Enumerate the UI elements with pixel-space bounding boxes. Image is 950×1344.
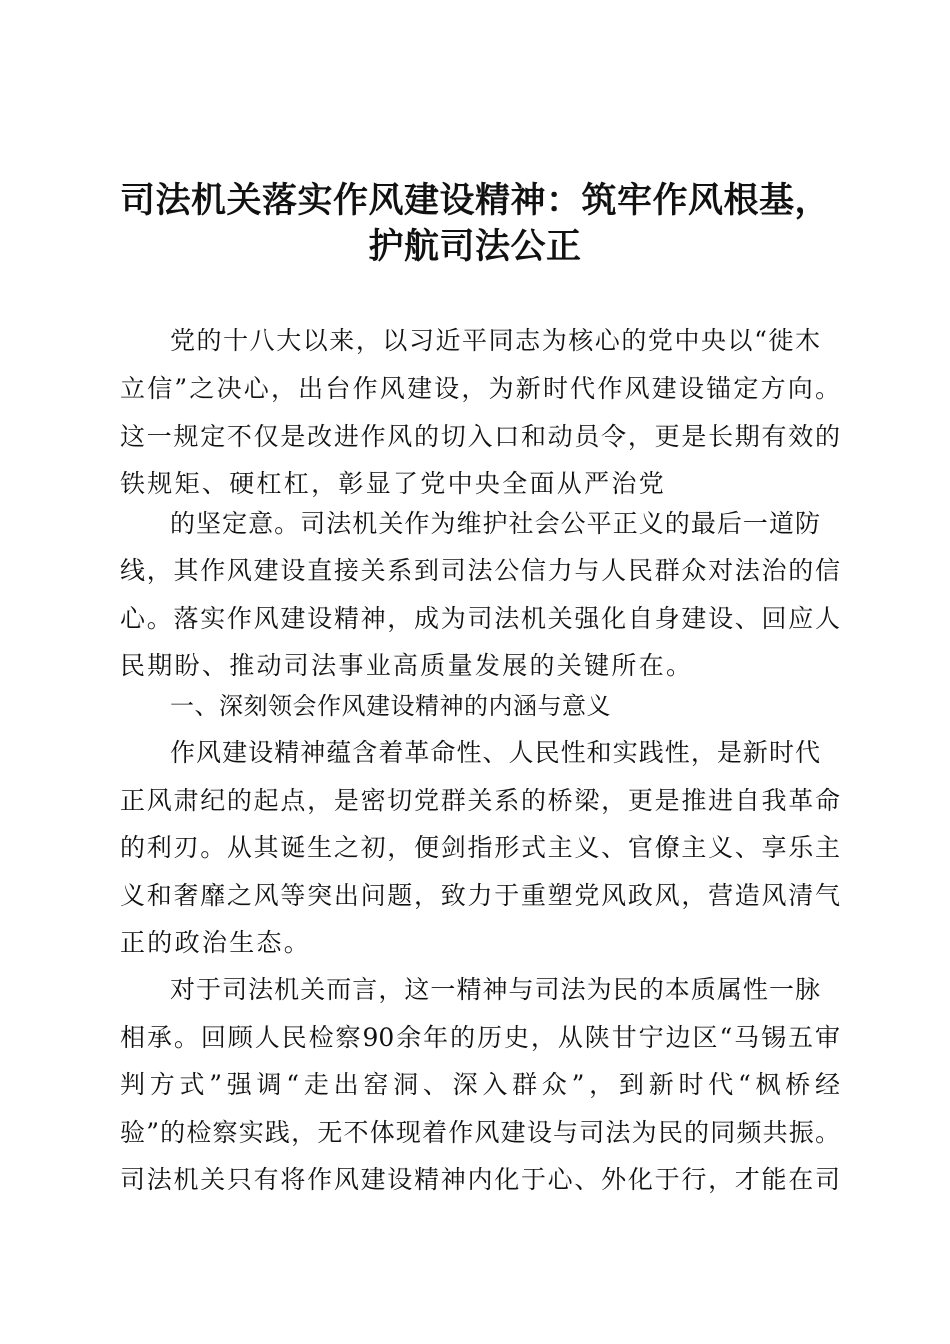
- paragraph-3-line-1: 作风建设精神蕴含着革命性、人民性和实践性，是新时代: [170, 738, 820, 767]
- paragraph-2-line-3: 心。落实作风建设精神，成为司法机关强化自身建设、回应人: [120, 604, 840, 633]
- paragraph-2-line-1: 的坚定意。司法机关作为维护社会公平正义的最后一道防: [170, 509, 820, 538]
- paragraph-4-line-2: 相承。回顾人民检察90余年的历史，从陕甘宁边区“马锡五审: [120, 1023, 840, 1052]
- paragraph-1-line-2: 立信”之决心，出台作风建设，为新时代作风建设锚定方向。: [120, 374, 840, 403]
- paragraph-2-line-4: 民期盼、推动司法事业高质量发展的关键所在。: [120, 651, 694, 680]
- paragraph-3-line-4: 义和奢靡之风等突出问题，致力于重塑党风政风，营造风清气: [120, 881, 840, 910]
- document-title-line-1: 司法机关落实作风建设精神：筑牢作风根基，: [119, 180, 830, 221]
- paragraph-4-line-4: 验”的检察实践，无不体现着作风建设与司法为民的同频共振。: [120, 1118, 840, 1147]
- paragraph-1-line-4: 铁规矩、硬杠杠，彰显了党中央全面从严治党: [120, 469, 667, 498]
- paragraph-3-line-3: 的利刃。从其诞生之初，便剑指形式主义、官僚主义、享乐主: [120, 833, 840, 862]
- paragraph-4-line-5: 司法机关只有将作风建设精神内化于心、外化于行，才能在司: [120, 1165, 840, 1194]
- paragraph-3-line-5: 正的政治生态。: [120, 928, 312, 957]
- paragraph-3-line-2: 正风肃纪的起点，是密切党群关系的桥梁，更是推进自我革命: [120, 786, 840, 815]
- paragraph-1-line-1: 党的十八大以来，以习近平同志为核心的党中央以“徙木: [170, 326, 820, 355]
- document-title-line-2: 护航司法公正: [368, 226, 582, 267]
- paragraph-1-line-3: 这一规定不仅是改进作风的切入口和动员令，更是长期有效的: [120, 422, 840, 451]
- paragraph-2-line-2: 线，其作风建设直接关系到司法公信力与人民群众对法治的信: [120, 556, 840, 585]
- section-heading-1: 一、深刻领会作风建设精神的内涵与意义: [170, 692, 611, 720]
- paragraph-4-line-3: 判方式”强调“走出窑洞、深入群众”，到新时代“枫桥经: [120, 1070, 841, 1099]
- paragraph-4-line-1: 对于司法机关而言，这一精神与司法为民的本质属性一脉: [170, 975, 820, 1004]
